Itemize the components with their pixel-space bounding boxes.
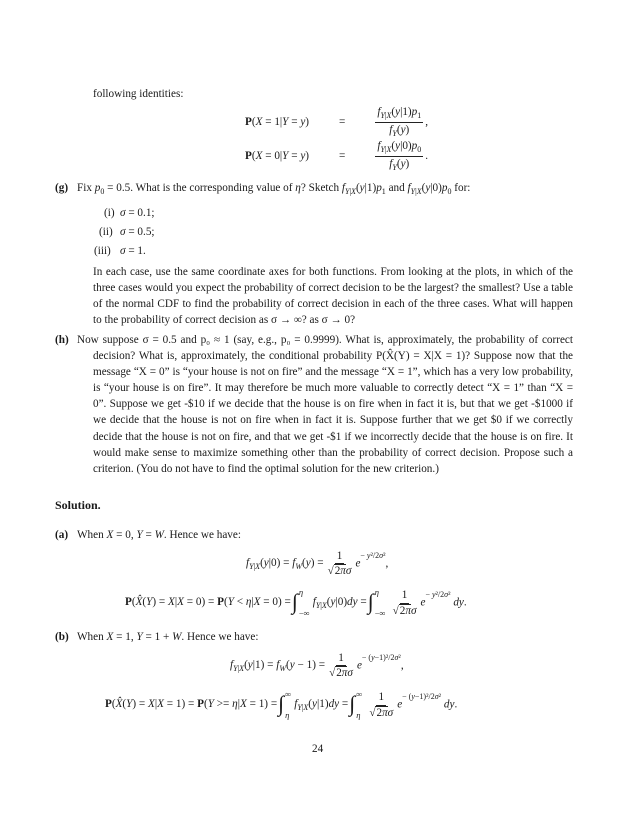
part-a-label: (a): [55, 529, 69, 541]
case-i-text: σ = 0.1;: [120, 207, 155, 219]
part-b-label: (b): [55, 631, 69, 643]
equation-b1: $f_{Y|X}(y|1) = f_W(y - 1)$ = $\frac{1}{√2\pi\sigma}$ $e^{- (y-1)^2/2\sigma^2}$,: [230, 652, 404, 680]
part-b-text: When X = 1, Y = 1 + W. Hence we have:: [77, 631, 259, 643]
case-ii-text: σ = 0.5;: [120, 226, 155, 238]
identity-x0: P(X = 0|Y = y) = $\frac{f_{Y|X}(y|0)p_0}{f_Y(y)}$ .: [245, 140, 429, 173]
part-g-label: (g): [55, 182, 69, 194]
equation-b2: P(X̂(Y) = X|X = 1) = P(Y >= η|X = 1) = ∫ ∞ η $f_{Y|X}(y|1)dy$ = ∫ ∞ η $\frac{1}{√2\pi\sigma}$ $e^{- (y-1)^2/2\sigma^2}$ dy.: [105, 689, 458, 720]
identity-x1: P(X = 1|Y = y) = $\frac{f_{Y|X}(y|1)p_1}{f_Y(y)}$ ,: [245, 106, 429, 139]
part-a-text: When X = 0, Y = W. Hence we have:: [77, 529, 241, 541]
part-h-label: (h): [55, 334, 69, 346]
page-number: 24: [312, 743, 324, 755]
case-iii-text: σ = 1.: [120, 245, 146, 257]
case-i-label: (i): [104, 207, 115, 219]
part-g-question: Fix $p_0 = 0.5$. What is the corresponding value of η? Sketch $f_{Y|X}(y|1)p_1$ and $f_{Y|X}(y|0)p_0$ for:: [77, 182, 471, 197]
equation-a2: P(X̂(Y) = X|X = 0) = P(Y < η|X = 0) = ∫ η −∞ $f_{Y|X}(y|0)dy$ = ∫ η −∞ $\frac{1}{√2\pi\sigma}$ $e^{- y^2/2\sigma^2}$ dy.: [125, 587, 467, 618]
identity-x1-lhs: P(X = 1|Y = y): [245, 115, 310, 128]
part-g-paragraph: In each case, use the same coordinate axes for both functions. From looking at the plots, in which of the three cases would you expect the probability of correct decision to be the largest? the smallest? Use a table of the normal CDF to find the probability of correct decision in each of the three cases. What will happen to the probability of correct decision as σ → ∞? as σ → 0?: [93, 266, 573, 327]
identity-x0-lhs: P(X = 0|Y = y): [245, 149, 310, 162]
intro-text: following identities:: [93, 88, 184, 100]
case-ii-label: (ii): [99, 226, 113, 238]
equation-a1: $f_{Y|X}(y|0) = f_W(y)$ = $\frac{1}{√2\pi\sigma}$ $e^{- y^2/2\sigma^2}$,: [246, 550, 389, 578]
part-h-paragraph: Now suppose σ = 0.5 and p₀ ≈ 1 (say, e.g., p₀ = 0.9999). What is, approximately, the probability of correct decision? What is, approximately, the conditional probability P(X̂(Y) = X|X = 1)? Suppose now that the message “X = 0” is “your house is not on fire” and the message “X = 1”, which has a very low probability, is “your house is on fire”. It may therefore be much more valuable to correctly detect “X = 1” than “X = 0”. Suppose we get -$10 if we decide that the house is on fire when in fact it is, but that we get -$1000 if we decide that the house is not on fire when in fact it is. Suppose further that we get $0 if we correctly decide that the house is not on fire, and that we get -$1 if we incorrectly decide that the house is on fire. It would make sense to maximize something other than the probability of correct decision. Propose such a criterion. (You do not have to find the optimal solution for the new criterion.): [77, 334, 573, 475]
case-iii-label: (iii): [94, 245, 111, 257]
solution-heading: Solution.: [55, 498, 101, 512]
